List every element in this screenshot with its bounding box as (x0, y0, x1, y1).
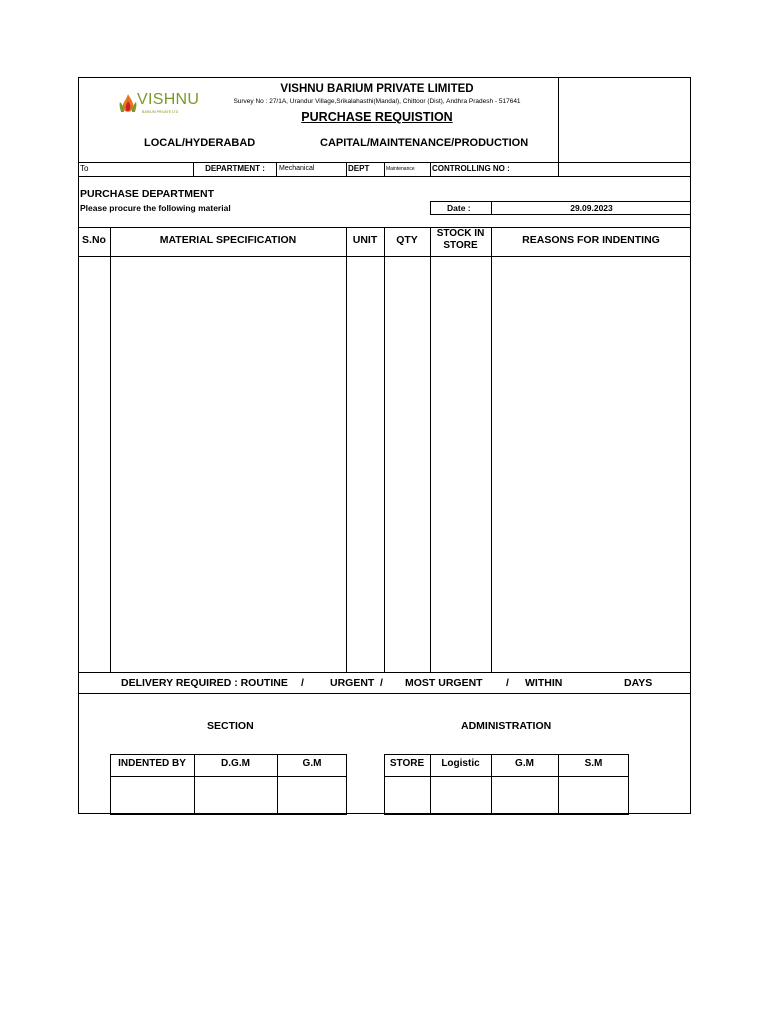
grid-line (384, 776, 629, 777)
flame-icon (118, 92, 138, 116)
signature-indented-by: INDENTED BY (118, 758, 186, 769)
header-reasons-for-indenting: REASONS FOR INDENTING (522, 234, 660, 246)
signature-store: STORE (389, 758, 425, 769)
delivery-days: DAYS (624, 677, 653, 689)
col-divider (384, 227, 385, 672)
signature-gm: G.M (302, 758, 322, 769)
col-divider (110, 227, 111, 672)
delivery-row-bottom-line (78, 693, 691, 694)
dept-label: DEPT (348, 164, 370, 173)
form-title: PURCHASE REQUISTION (301, 110, 453, 124)
table-bottom-line (78, 672, 691, 673)
date-value[interactable]: 29.09.2023 (570, 203, 613, 213)
company-logo (118, 90, 200, 118)
header-stock-in-store-line1: STOCK IN (436, 228, 485, 239)
header-stock-in-store-line2: STORE (443, 240, 478, 251)
header-unit: UNIT (352, 234, 378, 246)
dept-value[interactable]: Maintenance (386, 166, 415, 172)
info-divider (430, 162, 431, 176)
info-divider (384, 162, 385, 176)
department-value[interactable]: Mechanical (279, 165, 315, 172)
col-divider (491, 227, 492, 672)
date-label: Date : (447, 203, 471, 213)
administration-heading: ADMINISTRATION (461, 720, 552, 732)
signature-gm-admin: G.M (515, 758, 534, 769)
header-qty: QTY (396, 234, 418, 246)
delivery-slash: / (380, 677, 383, 689)
delivery-slash: / (506, 677, 509, 689)
delivery-required-label: DELIVERY REQUIRED : ROUTINE (121, 677, 288, 689)
controlling-no-label: CONTROLLING NO : (432, 164, 510, 173)
logo-text: VISHNU (137, 91, 200, 108)
signature-dgm: D.G.M (221, 758, 250, 769)
header-material-specification: MATERIAL SPECIFICATION (159, 234, 297, 246)
header-sno: S.No (82, 234, 106, 246)
col-divider (346, 227, 347, 672)
signature-sm: S.M (584, 758, 603, 769)
delivery-within: WITHIN (525, 677, 563, 689)
info-divider (276, 162, 277, 176)
signature-logistic: Logistic (441, 758, 480, 769)
to-label: To (80, 164, 89, 173)
procure-instruction: Please procure the following material (80, 203, 231, 213)
section-heading: SECTION (207, 720, 254, 732)
company-address: Survey No : 27/1A, Urandur Village,Srikalahasthi(Mandal), Chittoor (Dist), Andhra Pradesh - 517641 (233, 98, 521, 105)
purchase-department-label: PURCHASE DEPARTMENT (80, 188, 214, 200)
department-label: DEPARTMENT : (205, 164, 265, 173)
company-name: VISHNU BARIUM PRIVATE LIMITED (280, 83, 474, 95)
col-divider (430, 227, 431, 672)
info-row-bottom-line (78, 176, 691, 177)
info-divider (346, 162, 347, 176)
logo-subtext: BARIUM PRIVATE LTD (142, 110, 179, 114)
delivery-urgent: URGENT (330, 677, 375, 689)
requisition-type: CAPITAL/MAINTENANCE/PRODUCTION (320, 137, 529, 149)
delivery-slash: / (301, 677, 304, 689)
delivery-most-urgent: MOST URGENT (405, 677, 483, 689)
location-label: LOCAL/HYDERABAD (144, 137, 256, 149)
grid-line (110, 776, 347, 777)
